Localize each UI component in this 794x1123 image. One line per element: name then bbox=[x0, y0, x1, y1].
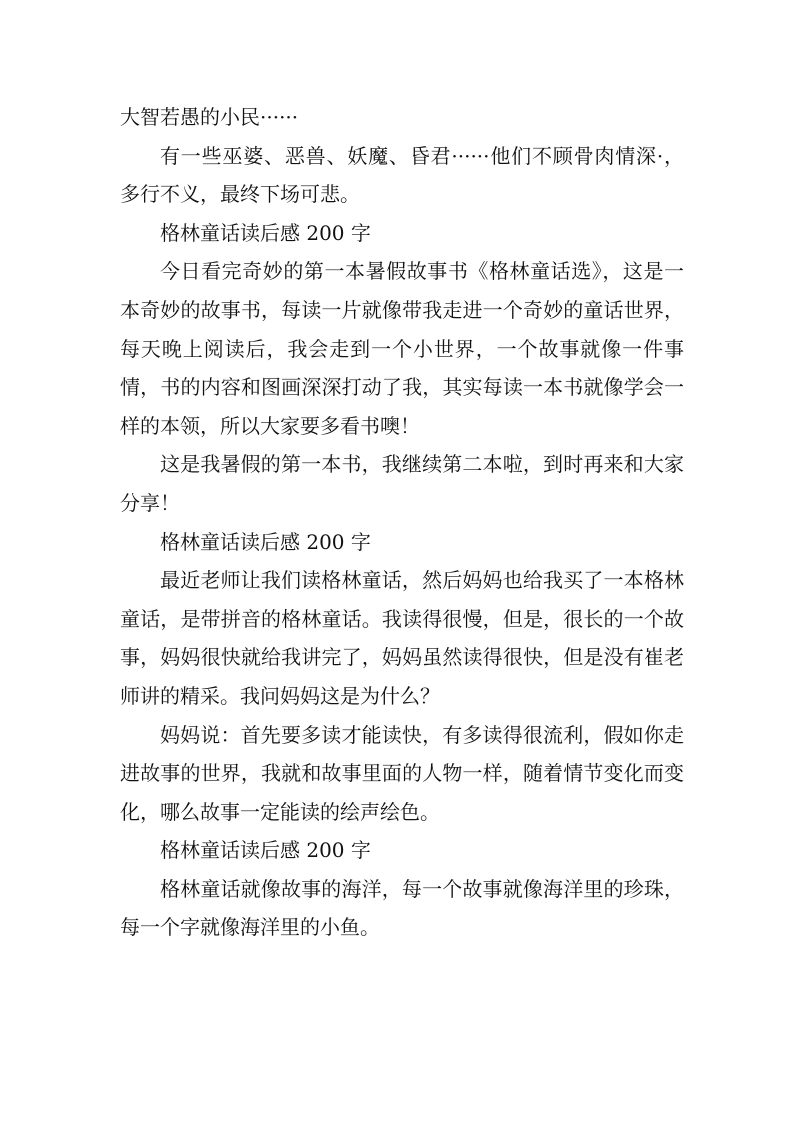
paragraph-first-summer-book: 今日看完奇妙的第一本暑假故事书《格林童话选》，这是一本奇妙的故事书，每读一片就像带我走进一个奇妙的童话世界，每天晚上阅读后，我会走到一个小世界，一个故事就像一件事情，书的内容和图画深深打动了我，其实每读一本书就像学会一样的本领，所以大家要多看书噢！ bbox=[120, 259, 684, 438]
paragraph-villains: 有一些巫婆、恶兽、妖魔、昏君······他们不顾骨肉情深·，多行不义，最终下场可悲。 bbox=[120, 143, 684, 207]
section-heading-2: 格林童话读后感 200 字 bbox=[160, 529, 371, 554]
section-heading-3: 格林童话读后感 200 字 bbox=[160, 838, 371, 863]
section-heading-1: 格林童话读后感 200 字 bbox=[160, 220, 371, 245]
paragraph-intro-continuation: 大智若愚的小民······ bbox=[120, 105, 299, 129]
paragraph-mom-says: 妈妈说：首先要多读才能读快，有多读得很流利，假如你走进故事的世界，我就和故事里面的人物一样，随着情节变化而变化，哪么故事一定能读的绘声绘色。 bbox=[120, 722, 684, 824]
paragraph-teacher-reading: 最近老师让我们读格林童话，然后妈妈也给我买了一本格林童话，是带拼音的格林童话。我读得很慢，但是，很长的一个故事，妈妈很快就给我讲完了，妈妈虽然读得很快，但是没有崔老师讲的精采。我问妈妈这是为什么？ bbox=[120, 568, 684, 708]
paragraph-ocean: 格林童话就像故事的海洋，每一个故事就像海洋里的珍珠，每一个字就像海洋里的小鱼。 bbox=[120, 876, 684, 940]
paragraph-share: 这是我暑假的第一本书，我继续第二本啦，到时再来和大家分享！ bbox=[120, 452, 684, 515]
document-page bbox=[120, 98, 684, 947]
